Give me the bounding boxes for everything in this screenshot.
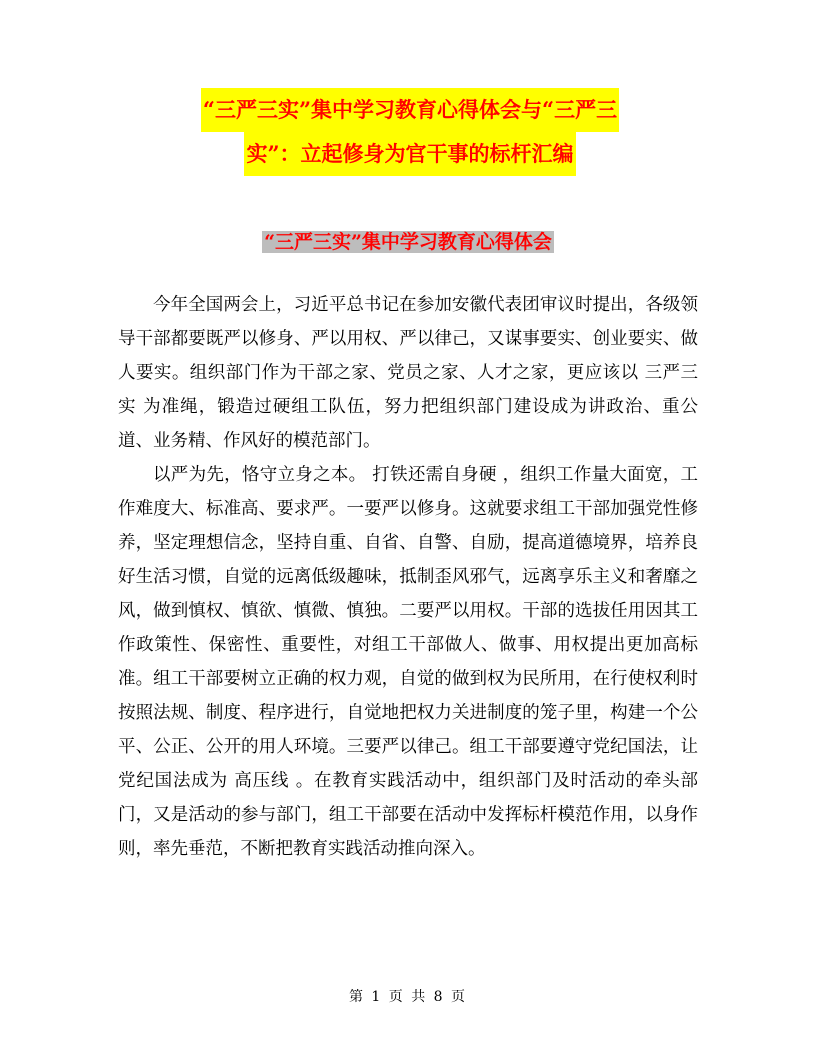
document-body <box>118 288 698 866</box>
section-subtitle-text: “三严三实”集中学习教育心得体会 <box>264 231 552 253</box>
title-line-1: “三严三实”集中学习教育心得体会与“三严三 <box>201 88 619 132</box>
document-title <box>150 88 670 176</box>
body-paragraph-1: 今年全国两会上，习近平总书记在参加安徽代表团审议时提出，各级领导干部都要既严以修身、严以用权、严以律己，又谋事要实、创业要实、做人要实。组织部门作为干部之家、党员之家、人才之家，更应该以 三严三实 为准绳，锻造过硬组工队伍，努力把组织部门建设成为讲政治、重公道、业务精、作风好的模范部门。 <box>118 295 698 451</box>
title-line-2: 实”：立起修身为官干事的标杆汇编 <box>244 132 575 176</box>
body-paragraph-2: 以严为先，恪守立身之本。 打铁还需自身硬 ，组织工作量大面宽，工作难度大、标准高、要求严。一要严以修身。这就要求组工干部加强党性修养，坚定理想信念，坚持自重、自省、自警、自励，提高道德境界，培养良好生活习惯，自觉的远离低级趣味，抵制歪风邪气，远离享乐主义和奢靡之风，做到慎权、慎欲、慎微、慎独。二要严以用权。干部的选拔任用因其工作政策性、保密性、重要性，对组工干部做人、做事、用权提出更加高标准。组工干部要树立正确的权力观，自觉的做到权为民所用，在行使权利时按照法规、制度、程序进行，自觉地把权力关进制度的笼子里，构建一个公平、公正、公开的用人环境。三要严以律己。组工干部要遵守党纪国法，让党纪国法成为 高压线 。在教育实践活动中，组织部门及时活动的牵头部门，又是活动的参与部门，组工干部要在活动中发挥标杆模范作用，以身作则，率先垂范，不断把教育实践活动推向深入。 <box>118 465 698 859</box>
page-footer <box>0 986 816 1006</box>
page-number: 第 1 页 共 8 页 <box>348 989 468 1005</box>
section-subtitle <box>0 227 816 257</box>
